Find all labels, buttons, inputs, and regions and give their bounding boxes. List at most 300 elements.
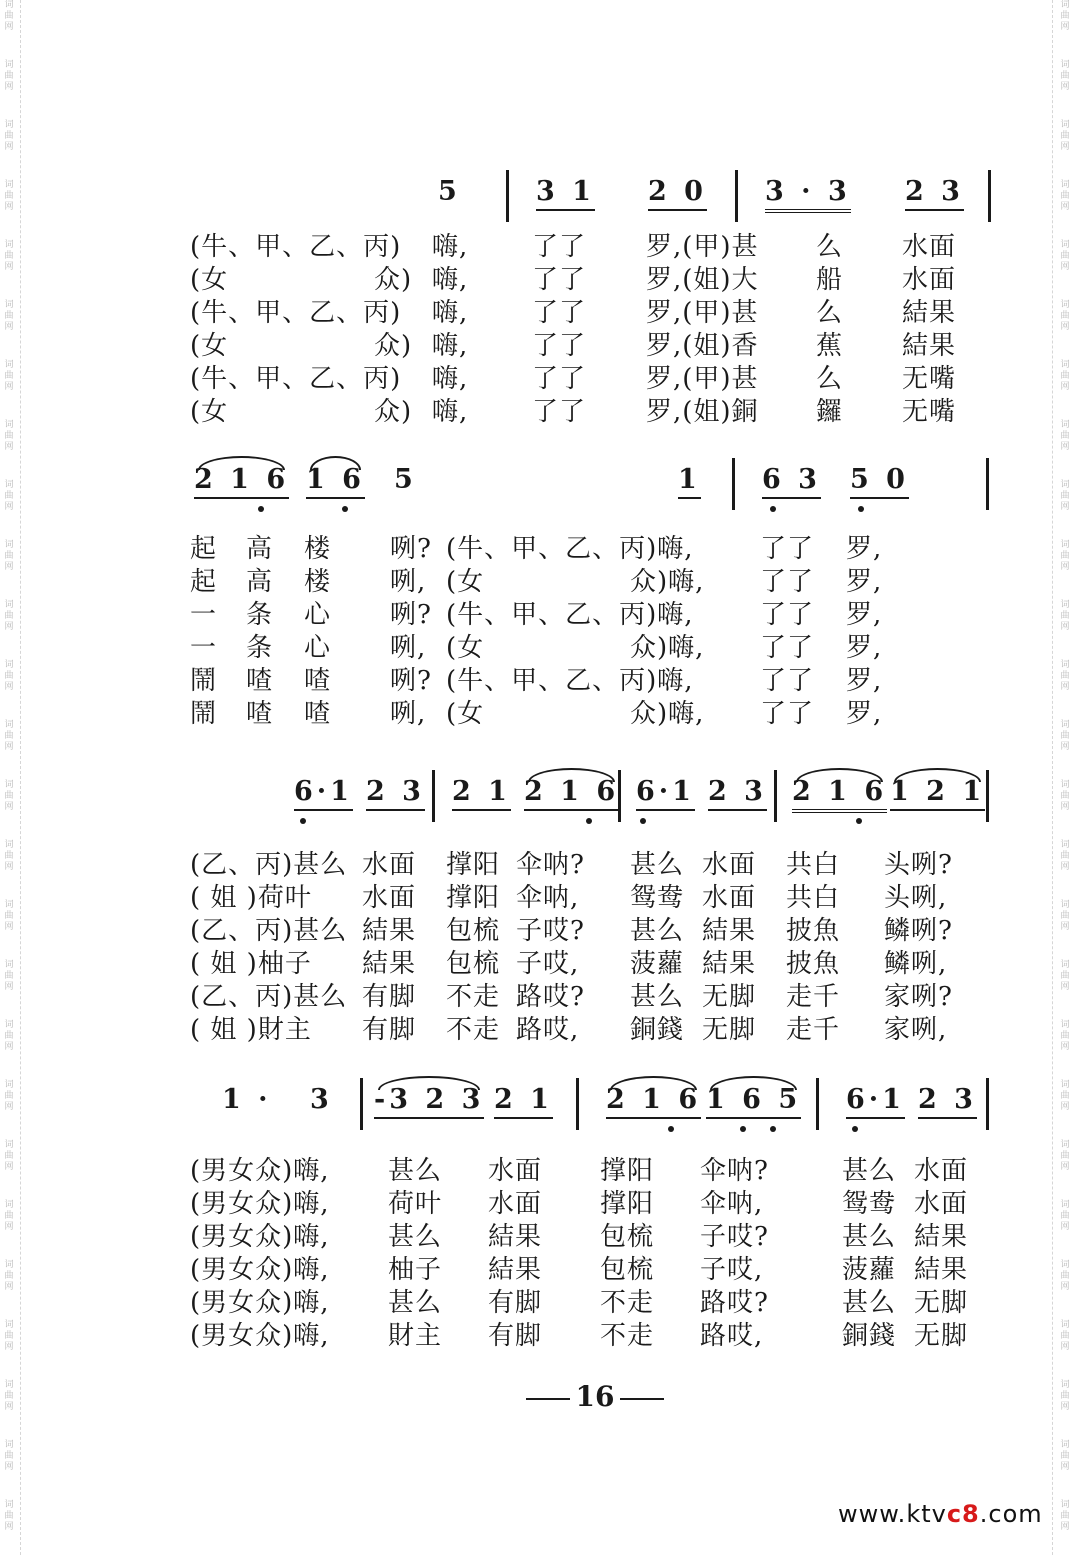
- lyric-segment: 結果: [914, 1255, 969, 1285]
- lyric-segment: 子哎?: [700, 1222, 769, 1252]
- barline: [988, 170, 991, 222]
- lyric-segment: (牛、甲、乙、丙)嗨,: [446, 600, 694, 630]
- edge-watermark-char: 曲: [4, 1331, 14, 1341]
- barline: [732, 458, 735, 510]
- lyric-segment: 水面: [702, 850, 757, 880]
- page-number: [515, 1380, 675, 1413]
- edge-watermark-char: 词: [1060, 660, 1070, 670]
- edge-watermark-char: 词: [4, 600, 14, 610]
- edge-watermark-char: 曲: [1060, 1211, 1070, 1221]
- lyric-segment: 无嘴: [902, 364, 957, 394]
- edge-watermark-char: 词: [1060, 780, 1070, 790]
- note-group: 1 ·: [222, 1084, 272, 1115]
- lyric-segment: 咧,: [390, 567, 427, 597]
- lyric-segment: 結果: [362, 916, 417, 946]
- edge-watermark-char: 网: [4, 1222, 14, 1232]
- barline: [986, 770, 989, 822]
- lyric-segment: 众): [374, 397, 413, 427]
- lyric-segment: 罗,(姐)大: [646, 265, 759, 295]
- lyric-segment: 甚么: [388, 1222, 443, 1252]
- barline: [360, 1078, 363, 1130]
- low-octave-dot: [856, 818, 862, 824]
- lyric-segment: 披魚: [786, 916, 841, 946]
- edge-watermark-char: 词: [1060, 0, 1070, 10]
- edge-watermark-char: 词: [4, 1080, 14, 1090]
- edge-watermark-char: 词: [1060, 1140, 1070, 1150]
- lyric-segment: 罗,(甲)甚: [646, 364, 759, 394]
- edge-watermark-char: 词: [4, 360, 14, 370]
- edge-watermark-char: 网: [4, 442, 14, 452]
- edge-watermark-char: 网: [1060, 1282, 1070, 1292]
- low-octave-dot: [668, 1126, 674, 1132]
- lyric-segment: 嗨,: [432, 331, 469, 361]
- lyric-segment: 荷叶: [388, 1189, 443, 1219]
- lyric-segment: 走千: [786, 1015, 841, 1045]
- edge-watermark-char: 曲: [1060, 971, 1070, 981]
- lyric-line: [0, 325, 1074, 361]
- edge-watermark-char: 词: [1060, 240, 1070, 250]
- edge-watermark-char: 曲: [1060, 911, 1070, 921]
- edge-watermark-char: 曲: [4, 1391, 14, 1401]
- lyric-segment: 鸳鸯: [630, 883, 685, 913]
- edge-watermark-char: 网: [4, 802, 14, 812]
- edge-watermark-char: 词: [4, 720, 14, 730]
- lyric-segment: (乙、丙)甚么: [190, 850, 348, 880]
- lyric-segment: 路哎,: [700, 1321, 764, 1351]
- lyric-line: [0, 627, 1074, 663]
- lyric-segment: 无脚: [914, 1321, 969, 1351]
- lyric-segment: (男女众)嗨,: [190, 1222, 330, 1252]
- barline: [816, 1078, 819, 1130]
- edge-watermark-char: 曲: [1060, 1091, 1070, 1101]
- lyric-segment: 甚么: [630, 916, 685, 946]
- edge-watermark-char: 网: [4, 262, 14, 272]
- lyric-segment: 心: [304, 633, 332, 663]
- edge-watermark-char: 词: [1060, 180, 1070, 190]
- edge-watermark-char: 网: [4, 682, 14, 692]
- lyric-segment: 不走: [446, 982, 501, 1012]
- note-group: 2 3: [708, 776, 767, 811]
- edge-watermark-char: 曲: [4, 1511, 14, 1521]
- page-number-text: 16: [575, 1380, 615, 1413]
- edge-watermark-char: 词: [1060, 1080, 1070, 1090]
- edge-watermark-char: 词: [1060, 1320, 1070, 1330]
- lyric-segment: 伞呐?: [700, 1156, 769, 1186]
- edge-watermark-char: 曲: [1060, 551, 1070, 561]
- lyric-segment: 头咧?: [884, 850, 953, 880]
- lyric-segment: 銅錢: [842, 1321, 897, 1351]
- lyric-line: [0, 1315, 1074, 1351]
- edge-watermark-unit: [4, 420, 13, 453]
- edge-watermark-char: 网: [1060, 1222, 1070, 1232]
- lyric-segment: 嗨,: [432, 364, 469, 394]
- edge-watermark-char: 曲: [1060, 671, 1070, 681]
- lyric-segment: 罗,(甲)甚: [646, 232, 759, 262]
- lyric-segment: 甚么: [842, 1156, 897, 1186]
- edge-watermark-char: 网: [1060, 1342, 1070, 1352]
- edge-watermark-char: 词: [1060, 840, 1070, 850]
- lyric-segment: 么: [816, 232, 844, 262]
- lyric-segment: 众)嗨,: [630, 633, 705, 663]
- lyric-segment: 咧,: [390, 699, 427, 729]
- edge-watermark-char: 词: [1060, 1200, 1070, 1210]
- lyric-segment: 条: [246, 633, 274, 663]
- lyric-segment: 家咧,: [884, 1015, 948, 1045]
- edge-watermark-unit: [4, 1500, 13, 1533]
- lyric-segment: 包梳: [446, 916, 501, 946]
- lyric-segment: 水面: [914, 1156, 969, 1186]
- lyric-segment: (女: [190, 331, 229, 361]
- edge-watermark-char: 词: [1060, 1440, 1070, 1450]
- edge-watermark-char: 词: [4, 1260, 14, 1270]
- lyric-segment: 水面: [488, 1156, 543, 1186]
- lyric-line: [0, 292, 1074, 328]
- lyric-line: [0, 391, 1074, 427]
- edge-watermark-char: 网: [1060, 562, 1070, 572]
- lyric-segment: 楼: [304, 567, 332, 597]
- edge-watermark-char: 词: [1060, 1020, 1070, 1030]
- lyric-segment: (女: [446, 699, 485, 729]
- edge-watermark-char: 词: [4, 960, 14, 970]
- lyric-segment: 鸳鸯: [842, 1189, 897, 1219]
- edge-watermark-char: 网: [1060, 502, 1070, 512]
- lyric-segment: 有脚: [362, 1015, 417, 1045]
- edge-watermark-char: 网: [4, 742, 14, 752]
- lyric-segment: 了了: [760, 666, 815, 696]
- edge-watermark-unit: [1060, 1500, 1069, 1533]
- lyric-segment: 一: [190, 600, 218, 630]
- edge-watermark-char: 网: [1060, 982, 1070, 992]
- edge-watermark-char: 曲: [4, 671, 14, 681]
- lyric-segment: (牛、甲、乙、丙): [190, 298, 402, 328]
- lyric-line: [0, 1282, 1074, 1318]
- lyric-segment: 高: [246, 534, 274, 564]
- lyric-segment: 了了: [532, 331, 587, 361]
- lyric-segment: 子哎?: [516, 916, 585, 946]
- lyric-segment: 无脚: [702, 1015, 757, 1045]
- edge-watermark-char: 曲: [4, 791, 14, 801]
- low-octave-dot: [258, 506, 264, 512]
- edge-watermark-char: 曲: [1060, 1031, 1070, 1041]
- lyric-segment: 不走: [600, 1288, 655, 1318]
- edge-watermark-char: 曲: [4, 1211, 14, 1221]
- lyric-segment: 起: [190, 567, 218, 597]
- lyric-segment: 罗,(姐)香: [646, 331, 759, 361]
- lyric-line: [0, 976, 1074, 1012]
- edge-watermark-char: 曲: [4, 11, 14, 21]
- edge-watermark-char: 曲: [1060, 731, 1070, 741]
- note-group: 2 1 6: [792, 776, 887, 813]
- lyric-segment: 包梳: [600, 1222, 655, 1252]
- lyric-segment: 了了: [760, 534, 815, 564]
- edge-watermark-unit: [1060, 1440, 1069, 1473]
- lyric-segment: 結果: [902, 298, 957, 328]
- note-group: 2 1: [494, 1084, 553, 1119]
- lyric-segment: 鬧: [190, 666, 218, 696]
- lyric-segment: 柚子: [388, 1255, 443, 1285]
- edge-watermark-char: 网: [1060, 1522, 1070, 1532]
- lyric-segment: 么: [816, 364, 844, 394]
- edge-watermark-unit: [1060, 60, 1069, 93]
- edge-watermark-char: 网: [1060, 682, 1070, 692]
- edge-watermark-char: 曲: [1060, 11, 1070, 21]
- lyric-segment: 結果: [902, 331, 957, 361]
- lyric-segment: ( 姐 )財主: [190, 1015, 312, 1045]
- lyric-segment: 罗,: [846, 600, 883, 630]
- edge-watermark-char: 网: [4, 202, 14, 212]
- lyric-segment: 了了: [760, 633, 815, 663]
- lyric-segment: 不走: [446, 1015, 501, 1045]
- edge-watermark-char: 词: [4, 1200, 14, 1210]
- edge-watermark-char: 词: [1060, 600, 1070, 610]
- edge-watermark-char: 曲: [4, 551, 14, 561]
- lyric-segment: 伞呐?: [516, 850, 585, 880]
- lyric-line: [0, 1249, 1074, 1285]
- low-octave-dot: [740, 1126, 746, 1132]
- lyric-segment: 鑼: [816, 397, 844, 427]
- barline: [506, 170, 509, 222]
- lyric-segment: 甚么: [630, 982, 685, 1012]
- lyric-segment: 水面: [702, 883, 757, 913]
- note-group: 1 6: [306, 464, 365, 499]
- edge-watermark-char: 词: [1060, 960, 1070, 970]
- notation-row: [0, 458, 1074, 508]
- edge-watermark-char: 词: [1060, 900, 1070, 910]
- lyric-segment: 了了: [532, 265, 587, 295]
- lyric-segment: 条: [246, 600, 274, 630]
- lyric-segment: (女: [446, 633, 485, 663]
- lyric-segment: 甚么: [388, 1288, 443, 1318]
- lyric-segment: 甚么: [842, 1222, 897, 1252]
- lyric-segment: 包梳: [600, 1255, 655, 1285]
- lyric-segment: 一: [190, 633, 218, 663]
- lyric-line: [0, 1183, 1074, 1219]
- edge-watermark-char: 词: [4, 180, 14, 190]
- edge-watermark-char: 网: [1060, 622, 1070, 632]
- lyric-segment: 鳞咧,: [884, 949, 948, 979]
- edge-watermark-char: 曲: [4, 131, 14, 141]
- lyric-segment: 甚么: [630, 850, 685, 880]
- note-group: 3 1: [536, 176, 595, 211]
- note-group: 2 1 6: [194, 464, 289, 499]
- low-octave-dot: [640, 818, 646, 824]
- lyric-segment: 撑阳: [600, 1189, 655, 1219]
- lyric-segment: 包梳: [446, 949, 501, 979]
- note-group: 2 3: [918, 1084, 977, 1119]
- edge-watermark-char: 曲: [4, 1151, 14, 1161]
- edge-watermark-char: 曲: [1060, 311, 1070, 321]
- edge-watermark-char: 网: [4, 1102, 14, 1112]
- lyric-segment: 起: [190, 534, 218, 564]
- lyric-segment: ( 姐 )荷叶: [190, 883, 312, 913]
- edge-watermark-char: 词: [1060, 420, 1070, 430]
- note-group: 3: [310, 1084, 333, 1115]
- lyric-segment: 銅錢: [630, 1015, 685, 1045]
- edge-watermark-char: 词: [4, 0, 14, 10]
- lyric-segment: ( 姐 )柚子: [190, 949, 312, 979]
- lyric-segment: 結果: [914, 1222, 969, 1252]
- lyric-segment: 伞呐,: [700, 1189, 764, 1219]
- note-group: 1 6 5: [706, 1084, 801, 1119]
- edge-watermark-char: 曲: [4, 311, 14, 321]
- lyric-segment: 撑阳: [446, 850, 501, 880]
- note-group: 2 1: [452, 776, 511, 811]
- lyric-segment: (男女众)嗨,: [190, 1321, 330, 1351]
- lyric-segment: 結果: [702, 916, 757, 946]
- lyric-segment: 有脚: [488, 1321, 543, 1351]
- edge-watermark-char: 词: [4, 1440, 14, 1450]
- edge-watermark-unit: [4, 1380, 13, 1413]
- edge-watermark-char: 网: [1060, 1042, 1070, 1052]
- lyric-segment: (男女众)嗨,: [190, 1255, 330, 1285]
- edge-watermark-char: 曲: [1060, 431, 1070, 441]
- edge-watermark-char: 曲: [1060, 1451, 1070, 1461]
- edge-watermark-char: 词: [4, 840, 14, 850]
- lyric-line: [0, 660, 1074, 696]
- edge-watermark-char: 词: [4, 780, 14, 790]
- edge-watermark-char: 网: [1060, 142, 1070, 152]
- note-group: 1 2 1: [890, 776, 985, 811]
- lyric-line: [0, 1216, 1074, 1252]
- lyric-line: [0, 1009, 1074, 1045]
- lyric-segment: 咧?: [390, 666, 432, 696]
- edge-watermark-char: 曲: [1060, 251, 1070, 261]
- lyric-segment: 罗,(姐)銅: [646, 397, 759, 427]
- lyric-line: [0, 1150, 1074, 1186]
- lyric-segment: 菠蘿: [842, 1255, 897, 1285]
- edge-watermark-char: 曲: [4, 431, 14, 441]
- edge-watermark-char: 网: [1060, 22, 1070, 32]
- edge-watermark-char: 网: [1060, 82, 1070, 92]
- edge-watermark-char: 网: [4, 82, 14, 92]
- lyric-segment: 共白: [786, 850, 841, 880]
- lyric-segment: 了了: [760, 600, 815, 630]
- lyric-segment: 喳: [246, 699, 274, 729]
- edge-watermark-char: 词: [4, 1500, 14, 1510]
- lyric-line: [0, 561, 1074, 597]
- lyric-segment: 菠蘿: [630, 949, 685, 979]
- lyric-segment: 罗,: [846, 633, 883, 663]
- edge-watermark-char: 词: [4, 120, 14, 130]
- lyric-segment: 罗,(甲)甚: [646, 298, 759, 328]
- lyric-segment: 众)嗨,: [630, 699, 705, 729]
- edge-watermark-char: 网: [1060, 202, 1070, 212]
- low-octave-dot: [858, 506, 864, 512]
- lyric-segment: 高: [246, 567, 274, 597]
- barline: [774, 770, 777, 822]
- note-group: 2 3: [905, 176, 964, 211]
- lyric-line: [0, 877, 1074, 913]
- edge-watermark-unit: [1060, 0, 1069, 33]
- lyric-segment: (男女众)嗨,: [190, 1288, 330, 1318]
- edge-watermark-char: 词: [4, 540, 14, 550]
- lyric-segment: 了了: [760, 567, 815, 597]
- edge-watermark-char: 词: [1060, 300, 1070, 310]
- edge-watermark-char: 曲: [4, 491, 14, 501]
- edge-watermark-char: 词: [4, 1140, 14, 1150]
- edge-watermark-char: 曲: [1060, 1391, 1070, 1401]
- lyric-segment: 水面: [914, 1189, 969, 1219]
- lyric-line: [0, 528, 1074, 564]
- edge-watermark-char: 词: [4, 240, 14, 250]
- lyric-segment: (男女众)嗨,: [190, 1189, 330, 1219]
- lyric-segment: (乙、丙)甚么: [190, 916, 348, 946]
- lyric-segment: (牛、甲、乙、丙)嗨,: [446, 666, 694, 696]
- barline: [986, 458, 989, 510]
- note-group: 5: [438, 176, 461, 207]
- lyric-segment: 罗,: [846, 567, 883, 597]
- lyric-segment: 子哎,: [700, 1255, 764, 1285]
- lyric-segment: 鬧: [190, 699, 218, 729]
- lyric-segment: 結果: [488, 1255, 543, 1285]
- edge-watermark-char: 曲: [1060, 1511, 1070, 1521]
- lyric-segment: 咧?: [390, 600, 432, 630]
- edge-watermark-char: 网: [4, 1162, 14, 1172]
- lyric-segment: 罗,: [846, 699, 883, 729]
- barline: [735, 170, 738, 222]
- lyric-segment: 么: [816, 298, 844, 328]
- site-watermark: [838, 1500, 1043, 1528]
- edge-watermark-char: 网: [4, 982, 14, 992]
- lyric-segment: 喳: [246, 666, 274, 696]
- lyric-segment: (乙、丙)甚么: [190, 982, 348, 1012]
- lyric-segment: 无嘴: [902, 397, 957, 427]
- lyric-segment: 披魚: [786, 949, 841, 979]
- edge-watermark-char: 曲: [4, 1271, 14, 1281]
- edge-watermark-char: 曲: [1060, 851, 1070, 861]
- lyric-segment: 船: [816, 265, 844, 295]
- edge-watermark-char: 网: [1060, 382, 1070, 392]
- edge-watermark-char: 网: [1060, 262, 1070, 272]
- note-group: 3 · 3: [765, 176, 851, 213]
- edge-watermark-char: 网: [4, 142, 14, 152]
- note-group: 2 3: [366, 776, 425, 811]
- edge-watermark-char: 词: [1060, 60, 1070, 70]
- watermark-prefix: www.ktv: [838, 1500, 947, 1528]
- lyric-segment: 伞呐,: [516, 883, 580, 913]
- edge-watermark-char: 网: [1060, 1462, 1070, 1472]
- edge-watermark-char: 网: [4, 922, 14, 932]
- edge-watermark-char: 词: [4, 420, 14, 430]
- edge-watermark-char: 网: [1060, 322, 1070, 332]
- lyric-line: [0, 594, 1074, 630]
- low-octave-dot: [770, 506, 776, 512]
- lyric-segment: 子哎,: [516, 949, 580, 979]
- lyric-segment: 喳: [304, 699, 332, 729]
- note-group: 6 3: [762, 464, 821, 499]
- edge-watermark-char: 网: [1060, 1402, 1070, 1412]
- lyric-segment: 无脚: [702, 982, 757, 1012]
- edge-watermark-char: 曲: [1060, 131, 1070, 141]
- lyric-segment: 甚么: [842, 1288, 897, 1318]
- edge-watermark-char: 曲: [4, 911, 14, 921]
- note-group: -3 2 3: [374, 1084, 484, 1119]
- low-octave-dot: [770, 1126, 776, 1132]
- lyric-segment: 嗨,: [432, 265, 469, 295]
- lyric-segment: 撑阳: [446, 883, 501, 913]
- edge-watermark-char: 词: [4, 1320, 14, 1330]
- lyric-segment: 水面: [902, 265, 957, 295]
- low-octave-dot: [852, 1126, 858, 1132]
- edge-watermark-unit: [4, 1440, 13, 1473]
- notation-row: [0, 770, 1074, 820]
- lyric-segment: 水面: [362, 850, 417, 880]
- lyric-segment: 无脚: [914, 1288, 969, 1318]
- edge-watermark-char: 曲: [4, 851, 14, 861]
- low-octave-dot: [300, 818, 306, 824]
- lyric-segment: 家咧?: [884, 982, 953, 1012]
- edge-watermark-char: 网: [1060, 862, 1070, 872]
